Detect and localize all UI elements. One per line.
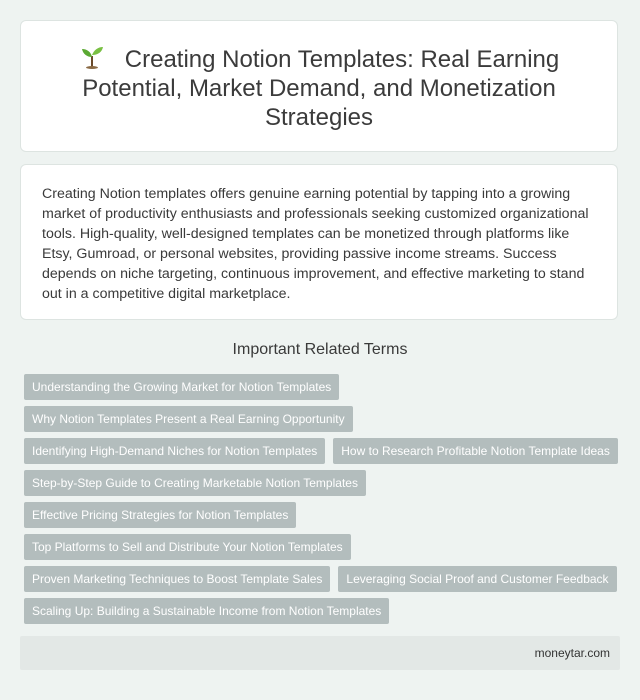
page-title-text: Creating Notion Templates: Real Earning Potential, Market Demand, and Monetization Strategies (82, 46, 560, 131)
related-term-tag[interactable]: Understanding the Growing Market for Notion Templates (24, 374, 339, 400)
related-term-tag[interactable]: Scaling Up: Building a Sustainable Income from Notion Templates (24, 598, 389, 624)
page-title (21, 21, 617, 132)
related-term-tag[interactable]: Step-by-Step Guide to Creating Marketable Notion Templates (24, 470, 366, 496)
related-term-tag[interactable]: Identifying High-Demand Niches for Notion Templates (24, 438, 325, 464)
footer-site-link[interactable]: moneytar.com (534, 646, 610, 660)
related-terms-heading: Important Related Terms (232, 341, 408, 358)
summary-text: Creating Notion templates offers genuine earning potential by tapping into a growing market of productivity enthusiasts and professionals seeking customized organizational tools. High-quality, well-designed templates can be monetized through platforms like Etsy, Gumroad, or personal websites, providing passive income streams. Success depends on niche targeting, continuous improvement, and effective marketing to stand out in a competitive digital marketplace. (42, 186, 589, 302)
sprout-icon (79, 45, 105, 69)
related-term-tag[interactable]: How to Research Profitable Notion Template Ideas (333, 438, 618, 464)
related-terms-list (24, 374, 624, 630)
title-card (20, 20, 618, 152)
related-term-tag[interactable]: Leveraging Social Proof and Customer Feedback (338, 566, 616, 592)
footer (20, 636, 620, 670)
related-term-tag[interactable]: Effective Pricing Strategies for Notion Templates (24, 502, 296, 528)
summary-card (20, 164, 618, 320)
related-term-tag[interactable]: Why Notion Templates Present a Real Earning Opportunity (24, 406, 353, 432)
related-term-tag[interactable]: Proven Marketing Techniques to Boost Template Sales (24, 566, 330, 592)
related-term-tag[interactable]: Top Platforms to Sell and Distribute Your Notion Templates (24, 534, 351, 560)
